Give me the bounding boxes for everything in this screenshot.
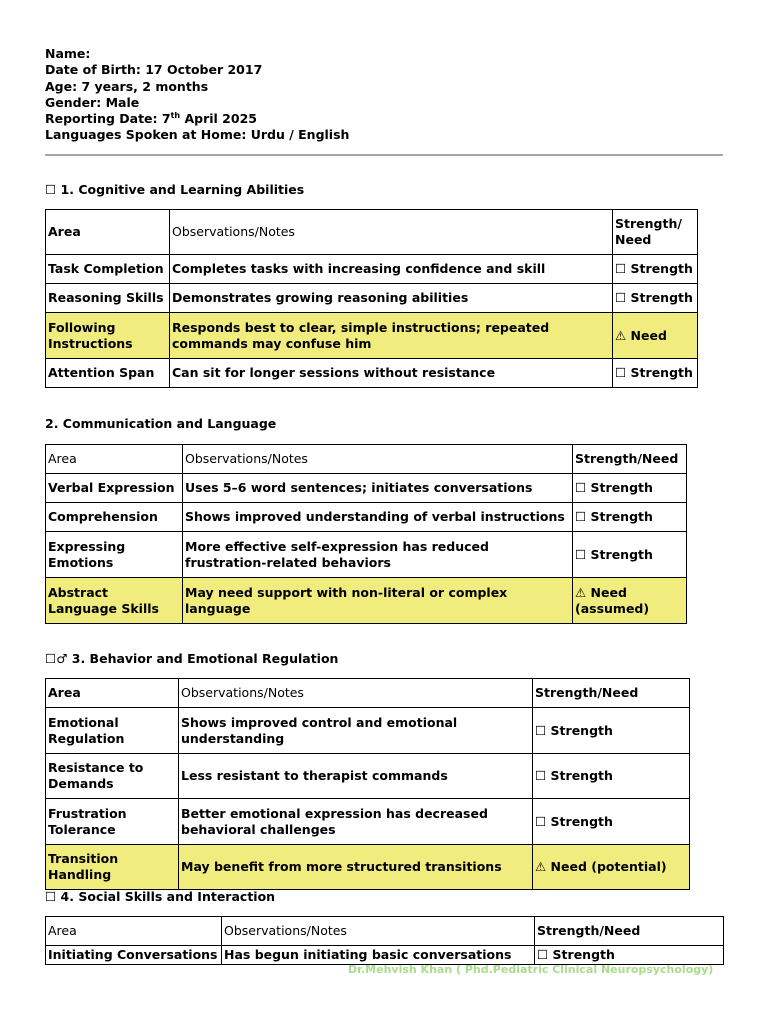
row-area: Emotional Regulation: [46, 708, 179, 754]
table-row: [46, 255, 698, 284]
patient-languages: Languages Spoken at Home: Urdu / English: [45, 127, 350, 143]
row-status: ☐ Strength: [573, 532, 687, 578]
table-row: [46, 532, 687, 578]
row-status: ☐ Strength: [533, 754, 690, 799]
section-4-title: ☐ 4. Social Skills and Interaction: [45, 889, 276, 904]
section-2-table: [45, 444, 687, 624]
section-1-table: [45, 209, 698, 388]
row-status: ☐ Strength: [533, 799, 690, 845]
patient-age: Age: 7 years, 2 months: [45, 78, 209, 94]
section-1-title: ☐ 1. Cognitive and Learning Abilities: [45, 182, 305, 197]
row-notes: Demonstrates growing reasoning abilities: [170, 284, 613, 313]
row-area: Frustration Tolerance: [46, 799, 179, 845]
table-row: [46, 946, 724, 965]
footer-author: Dr.Mehvish Khan ( Phd.Pediatric Clinical Neuropsychology): [348, 963, 714, 976]
row-notes: Better emotional expression has decreased behavioral challenges: [179, 799, 533, 845]
table-row-highlighted: [46, 313, 698, 359]
row-area: Comprehension: [46, 503, 183, 532]
table-row-highlighted: [46, 845, 690, 890]
header-status: Strength/Need: [573, 445, 687, 474]
row-area: Attention Span: [46, 359, 170, 388]
row-area: Resistance to Demands: [46, 754, 179, 799]
row-notes: More effective self-expression has reduced frustration-related behaviors: [183, 532, 573, 578]
header-notes: Observations/Notes: [222, 917, 535, 946]
table-row: [46, 503, 687, 532]
table-row: [46, 754, 690, 799]
horizontal-divider: [45, 154, 723, 156]
table-header-row: [46, 210, 698, 255]
row-status: ☐ Strength: [535, 946, 724, 965]
row-area: Reasoning Skills: [46, 284, 170, 313]
row-status: ⚠ Need: [613, 313, 698, 359]
row-status: ⚠ Need (assumed): [573, 578, 687, 624]
row-status: ☐ Strength: [533, 708, 690, 754]
table-row-highlighted: [46, 578, 687, 624]
row-area: Following Instructions: [46, 313, 170, 359]
section-3-title: ☐♂ 3. Behavior and Emotional Regulation: [45, 651, 339, 666]
header-notes: Observations/Notes: [183, 445, 573, 474]
row-notes: Less resistant to therapist commands: [179, 754, 533, 799]
patient-gender: Gender: Male: [45, 94, 140, 110]
row-area: Verbal Expression: [46, 474, 183, 503]
row-status: ☐ Strength: [573, 503, 687, 532]
row-area: Abstract Language Skills: [46, 578, 183, 624]
row-status: ☐ Strength: [613, 284, 698, 313]
row-notes: Can sit for longer sessions without resistance: [170, 359, 613, 388]
table-header-row: [46, 679, 690, 708]
row-status: ☐ Strength: [613, 255, 698, 284]
header-status: Strength/Need: [535, 917, 724, 946]
row-notes: May need support with non-literal or complex language: [183, 578, 573, 624]
patient-dob: Date of Birth: 17 October 2017: [45, 62, 263, 78]
row-notes: May benefit from more structured transitions: [179, 845, 533, 890]
header-notes: Observations/Notes: [179, 679, 533, 708]
reporting-date-superscript: th: [170, 111, 181, 121]
patient-name: Name:: [45, 46, 91, 61]
row-notes: Uses 5–6 word sentences; initiates conversations: [183, 474, 573, 503]
row-notes: Shows improved control and emotional understanding: [179, 708, 533, 754]
row-notes: Has begun initiating basic conversations: [222, 946, 535, 965]
section-4-table: [45, 916, 724, 965]
header-notes: Observations/Notes: [170, 210, 613, 255]
patient-reporting-date: [45, 111, 349, 127]
table-row: [46, 474, 687, 503]
table-row: [46, 359, 698, 388]
row-status: ☐ Strength: [573, 474, 687, 503]
header-area: Area: [46, 445, 183, 474]
table-header-row: [46, 445, 687, 474]
row-notes: Responds best to clear, simple instructions; repeated commands may confuse him: [170, 313, 613, 359]
header-area: Area: [46, 917, 222, 946]
row-status: ☐ Strength: [613, 359, 698, 388]
section-3-table: [45, 678, 690, 890]
header-area: Area: [46, 210, 170, 255]
row-status: ⚠ Need (potential): [533, 845, 690, 890]
row-area: Expressing Emotions: [46, 532, 183, 578]
patient-info: [45, 46, 349, 144]
reporting-date-prefix: Reporting Date: 7: [45, 111, 171, 127]
table-row: [46, 799, 690, 845]
header-area: Area: [46, 679, 179, 708]
section-2-title: 2. Communication and Language: [45, 416, 277, 431]
table-header-row: [46, 917, 724, 946]
row-area: Task Completion: [46, 255, 170, 284]
reporting-date-suffix: April 2025: [180, 111, 257, 127]
table-row: [46, 284, 698, 313]
row-area: Transition Handling: [46, 845, 179, 890]
header-status: Strength/Need: [533, 679, 690, 708]
row-notes: Shows improved understanding of verbal instructions: [183, 503, 573, 532]
row-notes: Completes tasks with increasing confidence and skill: [170, 255, 613, 284]
table-row: [46, 708, 690, 754]
header-status: Strength/ Need: [613, 210, 698, 255]
row-area: Initiating Conversations: [46, 946, 222, 965]
